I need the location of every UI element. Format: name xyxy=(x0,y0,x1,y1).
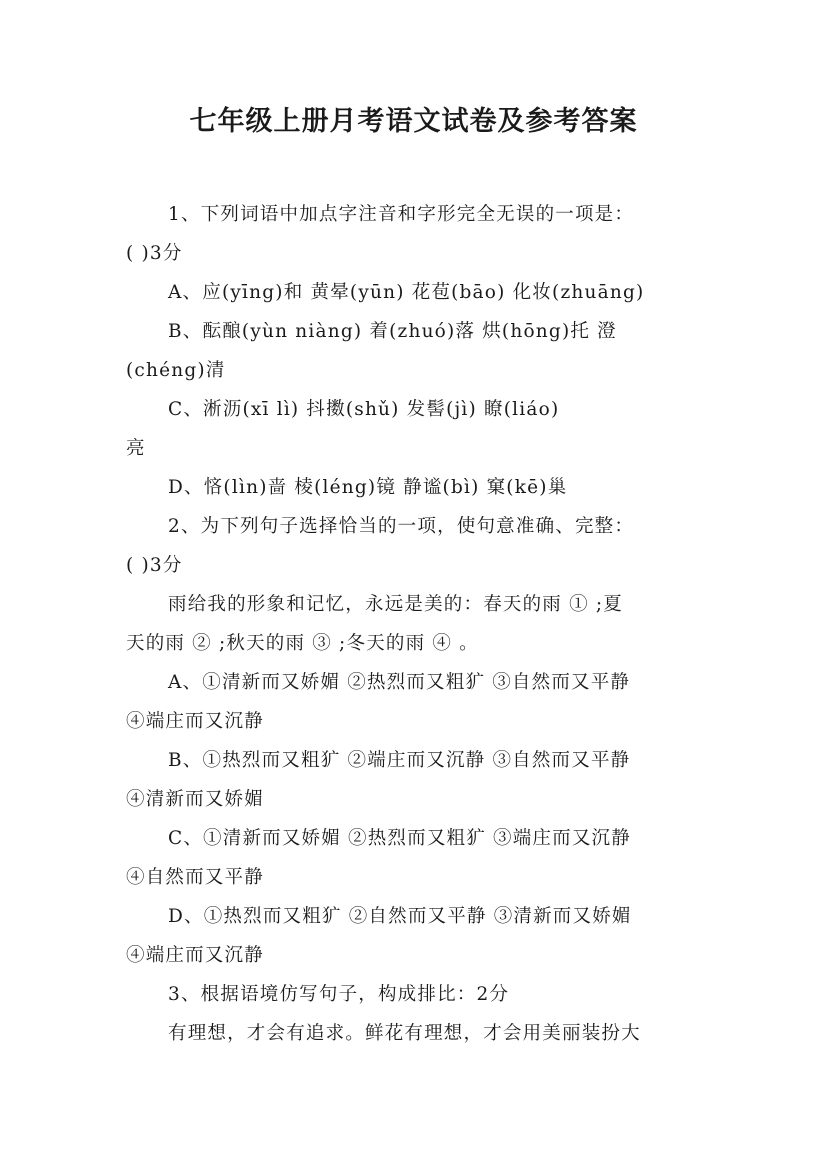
q2-passage-line1: 雨给我的形象和记忆，永远是美的：春天的雨 ① ;夏 xyxy=(168,594,623,615)
q2-stem: 2、为下列句子选择恰当的一项，使句意准确、完整： xyxy=(168,516,635,537)
q2-score: ( )3分 xyxy=(126,555,183,576)
q1-option-d: D、悋(lìn)啬 棱(léng)镜 静谧(bì) 窠(kē)巢 xyxy=(168,477,568,498)
q1-option-a: A、应(yīng)和 黄晕(yūn) 花苞(bāo) 化妆(zhuāng) xyxy=(168,282,645,303)
q2-option-d-line2: ④端庄而又沉静 xyxy=(126,945,264,966)
document-body xyxy=(126,195,704,1053)
q1-score: ( )3分 xyxy=(126,243,183,264)
q2-option-b-line2: ④清新而又娇媚 xyxy=(126,789,264,810)
q2-passage-line2: 天的雨 ② ;秋天的雨 ③ ;冬天的雨 ④ 。 xyxy=(126,633,479,654)
q3-passage-line1: 有理想，才会有追求。鲜花有理想，才会用美丽装扮大 xyxy=(168,1023,641,1044)
q2-option-a-line2: ④端庄而又沉静 xyxy=(126,711,264,732)
q2-option-c-line1: C、①清新而又娇媚 ②热烈而又粗犷 ③端庄而又沉静 xyxy=(168,828,631,849)
q2-option-a-line1: A、①清新而又娇媚 ②热烈而又粗犷 ③自然而又平静 xyxy=(168,672,631,693)
q3-stem: 3、根据语境仿写句子，构成排比：2分 xyxy=(168,984,510,1005)
q1-option-c-line1: C、淅沥(xī lì) 抖擞(shǔ) 发髻(jì) 瞭(liáo) xyxy=(168,399,560,420)
q2-option-d-line1: D、①热烈而又粗犷 ②自然而又平静 ③清新而又娇媚 xyxy=(168,906,632,927)
document-title: 七年级上册月考语文试卷及参考答案 xyxy=(189,106,638,137)
q1-stem: 1、下列词语中加点字注音和字形完全无误的一项是： xyxy=(168,204,635,225)
q1-option-b-line2: (chéng)清 xyxy=(126,360,226,381)
q1-option-c-line2: 亮 xyxy=(126,438,146,459)
q1-option-b-line1: B、酝酿(yùn niàng) 着(zhuó)落 烘(hōng)托 澄 xyxy=(168,321,617,342)
q2-option-c-line2: ④自然而又平静 xyxy=(126,867,264,888)
q2-option-b-line1: B、①热烈而又粗犷 ②端庄而又沉静 ③自然而又平静 xyxy=(168,750,631,771)
